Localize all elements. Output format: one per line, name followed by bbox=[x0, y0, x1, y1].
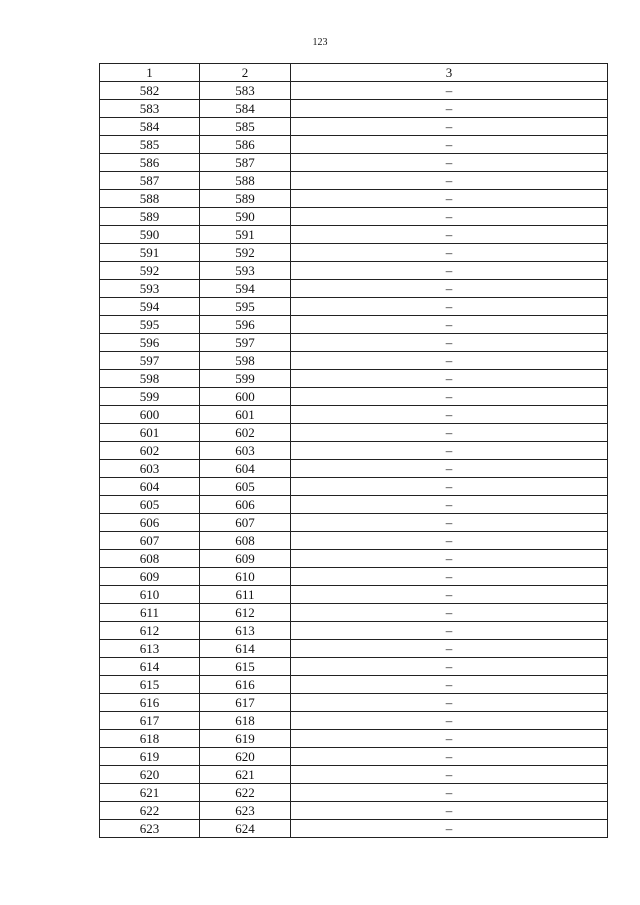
table-cell-col-1: 605 bbox=[100, 496, 200, 514]
table-cell-col-1: 606 bbox=[100, 514, 200, 532]
table-cell-col-2: 616 bbox=[200, 676, 291, 694]
table-cell-col-2: 586 bbox=[200, 136, 291, 154]
table-cell-col-3: – bbox=[291, 730, 608, 748]
table-cell-col-1: 591 bbox=[100, 244, 200, 262]
table-cell-col-1: 589 bbox=[100, 208, 200, 226]
table-cell-col-1: 622 bbox=[100, 802, 200, 820]
table-row bbox=[100, 100, 608, 118]
table-cell-col-2: 622 bbox=[200, 784, 291, 802]
table-cell-col-1: 583 bbox=[100, 100, 200, 118]
table-cell-col-1: 615 bbox=[100, 676, 200, 694]
table-row bbox=[100, 154, 608, 172]
table-cell-col-1: 582 bbox=[100, 82, 200, 100]
table-row bbox=[100, 478, 608, 496]
table-row bbox=[100, 676, 608, 694]
table-row bbox=[100, 262, 608, 280]
table-cell-col-2: 617 bbox=[200, 694, 291, 712]
table-cell-col-1: 594 bbox=[100, 298, 200, 316]
table-cell-col-3: – bbox=[291, 172, 608, 190]
table-row bbox=[100, 442, 608, 460]
table-header-row bbox=[100, 64, 608, 82]
table-cell-col-2: 611 bbox=[200, 586, 291, 604]
table-cell-col-3: – bbox=[291, 406, 608, 424]
table-row bbox=[100, 172, 608, 190]
table-cell-col-3: – bbox=[291, 532, 608, 550]
table-row bbox=[100, 424, 608, 442]
table-cell-col-1: 588 bbox=[100, 190, 200, 208]
table-header bbox=[100, 64, 608, 82]
table-row bbox=[100, 280, 608, 298]
table-cell-col-2: 619 bbox=[200, 730, 291, 748]
table-cell-col-3: – bbox=[291, 748, 608, 766]
table-row bbox=[100, 190, 608, 208]
page-number: 123 bbox=[312, 37, 328, 48]
table-cell-col-3: – bbox=[291, 658, 608, 676]
table-cell-col-2: 587 bbox=[200, 154, 291, 172]
table-cell-col-3: – bbox=[291, 244, 608, 262]
table-row bbox=[100, 820, 608, 838]
table-cell-col-3: – bbox=[291, 190, 608, 208]
table-cell-col-2: 583 bbox=[200, 82, 291, 100]
table-cell-col-3: – bbox=[291, 604, 608, 622]
table-cell-col-2: 602 bbox=[200, 424, 291, 442]
table-row bbox=[100, 532, 608, 550]
table-cell-col-3: – bbox=[291, 226, 608, 244]
table-cell-col-3: – bbox=[291, 136, 608, 154]
table-cell-col-3: – bbox=[291, 676, 608, 694]
table-cell-col-1: 610 bbox=[100, 586, 200, 604]
column-header-1: 1 bbox=[100, 64, 200, 82]
table-cell-col-3: – bbox=[291, 784, 608, 802]
table-cell-col-1: 603 bbox=[100, 460, 200, 478]
table-cell-col-2: 599 bbox=[200, 370, 291, 388]
table-cell-col-3: – bbox=[291, 388, 608, 406]
table-cell-col-1: 593 bbox=[100, 280, 200, 298]
table-cell-col-2: 600 bbox=[200, 388, 291, 406]
table-cell-col-3: – bbox=[291, 514, 608, 532]
table-cell-col-2: 615 bbox=[200, 658, 291, 676]
table-cell-col-1: 595 bbox=[100, 316, 200, 334]
table-cell-col-1: 600 bbox=[100, 406, 200, 424]
table-cell-col-1: 614 bbox=[100, 658, 200, 676]
table-row bbox=[100, 298, 608, 316]
table-row bbox=[100, 712, 608, 730]
table-cell-col-1: 604 bbox=[100, 478, 200, 496]
table-cell-col-1: 587 bbox=[100, 172, 200, 190]
table-row bbox=[100, 226, 608, 244]
table-cell-col-2: 595 bbox=[200, 298, 291, 316]
table-row bbox=[100, 730, 608, 748]
table-cell-col-1: 586 bbox=[100, 154, 200, 172]
table-row bbox=[100, 658, 608, 676]
table-cell-col-3: – bbox=[291, 370, 608, 388]
table-row bbox=[100, 514, 608, 532]
table-row bbox=[100, 244, 608, 262]
table-row bbox=[100, 784, 608, 802]
table-row bbox=[100, 766, 608, 784]
table-cell-col-3: – bbox=[291, 496, 608, 514]
table-row bbox=[100, 136, 608, 154]
table-cell-col-3: – bbox=[291, 712, 608, 730]
table-cell-col-2: 585 bbox=[200, 118, 291, 136]
table-row bbox=[100, 748, 608, 766]
table-cell-col-3: – bbox=[291, 550, 608, 568]
table-body bbox=[100, 82, 608, 838]
table-cell-col-2: 597 bbox=[200, 334, 291, 352]
table-cell-col-2: 591 bbox=[200, 226, 291, 244]
table-cell-col-2: 606 bbox=[200, 496, 291, 514]
table-cell-col-2: 612 bbox=[200, 604, 291, 622]
table-cell-col-3: – bbox=[291, 100, 608, 118]
table-cell-col-1: 620 bbox=[100, 766, 200, 784]
table-row bbox=[100, 802, 608, 820]
table-cell-col-3: – bbox=[291, 262, 608, 280]
table-row bbox=[100, 460, 608, 478]
table-row bbox=[100, 208, 608, 226]
table-cell-col-2: 610 bbox=[200, 568, 291, 586]
table-cell-col-3: – bbox=[291, 640, 608, 658]
table-cell-col-1: 602 bbox=[100, 442, 200, 460]
table-cell-col-2: 601 bbox=[200, 406, 291, 424]
table-cell-col-3: – bbox=[291, 622, 608, 640]
table-cell-col-3: – bbox=[291, 802, 608, 820]
table-cell-col-3: – bbox=[291, 280, 608, 298]
table-cell-col-1: 597 bbox=[100, 352, 200, 370]
table-cell-col-2: 624 bbox=[200, 820, 291, 838]
table-cell-col-1: 617 bbox=[100, 712, 200, 730]
table-cell-col-2: 604 bbox=[200, 460, 291, 478]
table-cell-col-1: 613 bbox=[100, 640, 200, 658]
table-row bbox=[100, 694, 608, 712]
table-cell-col-3: – bbox=[291, 352, 608, 370]
table-cell-col-1: 623 bbox=[100, 820, 200, 838]
table-cell-col-2: 589 bbox=[200, 190, 291, 208]
table-cell-col-3: – bbox=[291, 82, 608, 100]
table-cell-col-1: 585 bbox=[100, 136, 200, 154]
table-row bbox=[100, 334, 608, 352]
column-header-2: 2 bbox=[200, 64, 291, 82]
table-cell-col-3: – bbox=[291, 460, 608, 478]
table-cell-col-3: – bbox=[291, 586, 608, 604]
table-cell-col-2: 598 bbox=[200, 352, 291, 370]
table-cell-col-2: 593 bbox=[200, 262, 291, 280]
table-row bbox=[100, 550, 608, 568]
table-row bbox=[100, 622, 608, 640]
table-cell-col-2: 607 bbox=[200, 514, 291, 532]
table-row bbox=[100, 586, 608, 604]
table-cell-col-2: 621 bbox=[200, 766, 291, 784]
table-cell-col-1: 619 bbox=[100, 748, 200, 766]
table-cell-col-2: 603 bbox=[200, 442, 291, 460]
table-cell-col-3: – bbox=[291, 694, 608, 712]
table-cell-col-1: 598 bbox=[100, 370, 200, 388]
table-row bbox=[100, 118, 608, 136]
table-row bbox=[100, 388, 608, 406]
table-cell-col-1: 611 bbox=[100, 604, 200, 622]
table-cell-col-2: 592 bbox=[200, 244, 291, 262]
table-cell-col-1: 609 bbox=[100, 568, 200, 586]
table-row bbox=[100, 604, 608, 622]
table-cell-col-1: 592 bbox=[100, 262, 200, 280]
table-cell-col-1: 612 bbox=[100, 622, 200, 640]
table-cell-col-3: – bbox=[291, 316, 608, 334]
table-cell-col-1: 590 bbox=[100, 226, 200, 244]
table-row bbox=[100, 370, 608, 388]
table-cell-col-3: – bbox=[291, 766, 608, 784]
table-cell-col-3: – bbox=[291, 478, 608, 496]
table-cell-col-2: 608 bbox=[200, 532, 291, 550]
table-cell-col-3: – bbox=[291, 118, 608, 136]
table-cell-col-3: – bbox=[291, 298, 608, 316]
table-cell-col-2: 605 bbox=[200, 478, 291, 496]
table-cell-col-1: 607 bbox=[100, 532, 200, 550]
table-cell-col-3: – bbox=[291, 154, 608, 172]
table-cell-col-2: 584 bbox=[200, 100, 291, 118]
table-cell-col-3: – bbox=[291, 820, 608, 838]
table-cell-col-2: 613 bbox=[200, 622, 291, 640]
table-cell-col-2: 614 bbox=[200, 640, 291, 658]
table-cell-col-1: 618 bbox=[100, 730, 200, 748]
table-cell-col-1: 584 bbox=[100, 118, 200, 136]
table-cell-col-1: 608 bbox=[100, 550, 200, 568]
table-row bbox=[100, 640, 608, 658]
table-row bbox=[100, 352, 608, 370]
table-row bbox=[100, 316, 608, 334]
table-cell-col-3: – bbox=[291, 442, 608, 460]
table-row bbox=[100, 496, 608, 514]
table-cell-col-2: 594 bbox=[200, 280, 291, 298]
table-cell-col-1: 621 bbox=[100, 784, 200, 802]
table-cell-col-2: 609 bbox=[200, 550, 291, 568]
table-row bbox=[100, 82, 608, 100]
table-cell-col-1: 596 bbox=[100, 334, 200, 352]
table-row bbox=[100, 406, 608, 424]
table-cell-col-2: 620 bbox=[200, 748, 291, 766]
column-header-3: 3 bbox=[291, 64, 608, 82]
table-cell-col-2: 590 bbox=[200, 208, 291, 226]
table-row bbox=[100, 568, 608, 586]
table-cell-col-3: – bbox=[291, 334, 608, 352]
table-cell-col-3: – bbox=[291, 568, 608, 586]
table-cell-col-1: 616 bbox=[100, 694, 200, 712]
table-cell-col-2: 596 bbox=[200, 316, 291, 334]
table-cell-col-2: 623 bbox=[200, 802, 291, 820]
data-table bbox=[99, 63, 608, 838]
table-cell-col-3: – bbox=[291, 208, 608, 226]
table-cell-col-2: 588 bbox=[200, 172, 291, 190]
table-cell-col-1: 599 bbox=[100, 388, 200, 406]
table-cell-col-3: – bbox=[291, 424, 608, 442]
table-cell-col-2: 618 bbox=[200, 712, 291, 730]
table-cell-col-1: 601 bbox=[100, 424, 200, 442]
